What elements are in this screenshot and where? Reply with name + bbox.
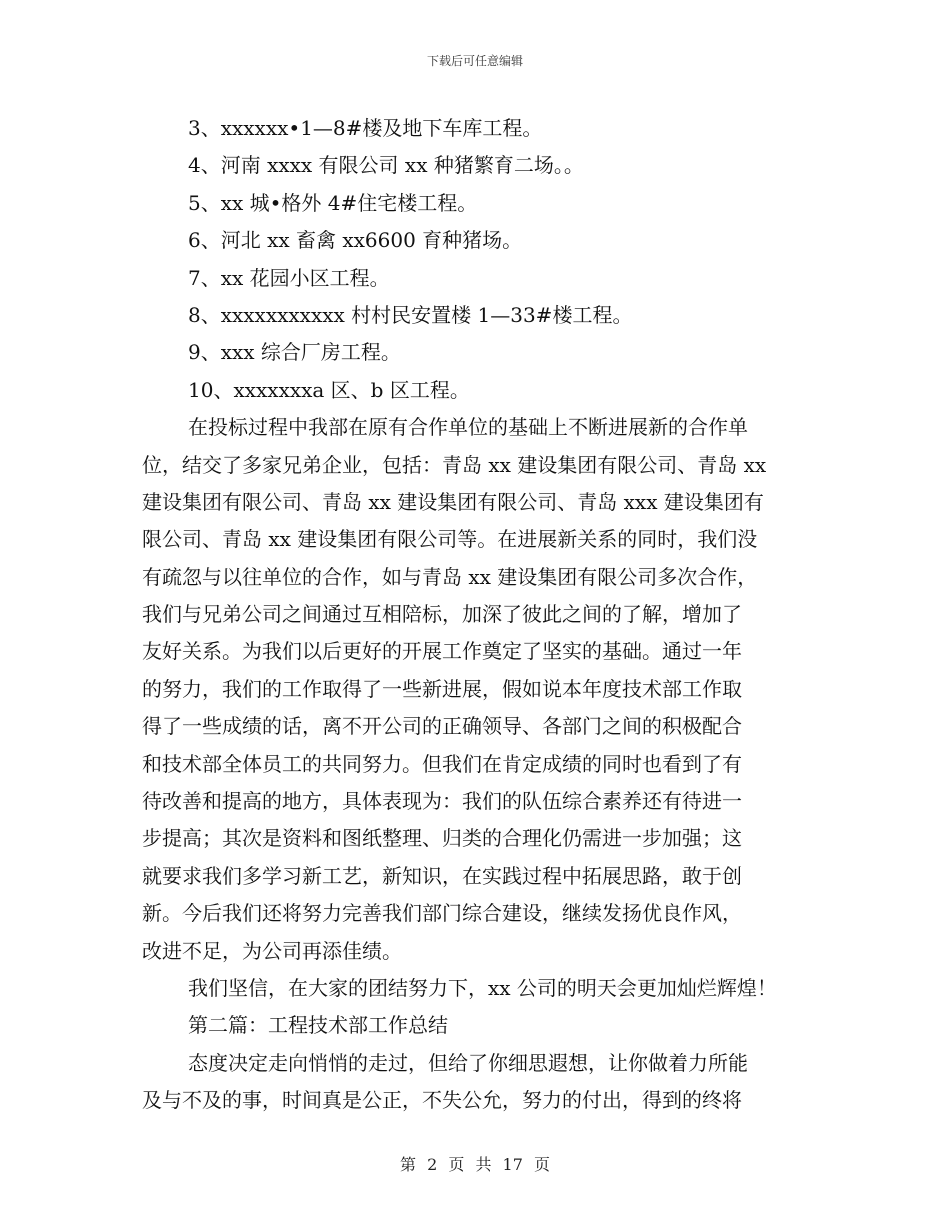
text-line: 第二篇：工程技术部工作总结 [188,1013,448,1038]
text-line: 限公司、青岛 xx 建设集团有限公司等。在进展新关系的同时，我们没 [142,527,758,552]
text-line: 6、河北 xx 畜禽 xx6600 育种猪场。 [188,228,523,253]
text-line: 友好关系。为我们以后更好的开展工作奠定了坚实的基础。通过一年 [142,639,742,664]
page-footer: 第 2 页 共 17 页 [400,1155,550,1174]
text-line: 建设集团有限公司、青岛 xx 建设集团有限公司、青岛 xxx 建设集团有 [142,489,764,514]
text-line: 3、xxxxxx•1—8#楼及地下车库工程。 [188,116,543,140]
text-line: 和技术部全体员工的共同努力。但我们在肯定成绩的同时也看到了有 [142,751,742,776]
text-line: 就要求我们多学习新工艺，新知识，在实践过程中拓展思路，敢于创 [142,863,742,888]
text-line: 态度决定走向悄悄的走过，但给了你细思遐想，让你做着力所能 [188,1050,748,1075]
text-line: 4、河南 xxxx 有限公司 xx 种猪繁育二场。。 [188,153,584,178]
page-header: 下载后可任意编辑 [426,54,523,68]
text-line: 的努力，我们的工作取得了一些新进展，假如说本年度技术部工作取 [142,676,742,701]
text-line: 8、xxxxxxxxxxx 村村民安置楼 1—33#楼工程。 [188,302,633,327]
text-line: 我们与兄弟公司之间通过互相陪标，加深了彼此之间的了解，增加了 [142,602,742,627]
text-line: 我们坚信，在大家的团结努力下，xx 公司的明天会更加灿烂辉煌！ [188,975,777,1000]
document-body [142,110,812,1120]
text-line: 10、xxxxxxxa 区、b 区工程。 [188,377,470,402]
text-line: 待改善和提高的地方，具体表现为：我们的队伍综合素养还有待进一 [142,789,742,814]
text-line: 位，结交了多家兄弟企业，包括：青岛 xx 建设集团有限公司、青岛 xx [142,452,767,477]
text-line: 9、xxx 综合厂房工程。 [188,340,401,365]
text-line: 5、xx 城•格外 4#住宅楼工程。 [188,190,478,215]
text-line: 及与不及的事，时间真是公正，不失公允，努力的付出，得到的终将 [142,1088,742,1113]
text-line: 在投标过程中我部在原有合作单位的基础上不断进展新的合作单 [188,415,748,440]
text-line: 得了一些成绩的话，离不开公司的正确领导、各部门之间的积极配合 [142,714,742,739]
text-line: 有疏忽与以往单位的合作，如与青岛 xx 建设集团有限公司多次合作， [142,564,758,589]
text-line: 改进不足，为公司再添佳绩。 [142,938,402,963]
text-line: 步提高；其次是资料和图纸整理、归类的合理化仍需进一步加强；这 [142,826,742,851]
text-line: 新。今后我们还将努力完善我们部门综合建设，继续发扬优良作风， [142,901,742,926]
text-line: 7、xx 花园小区工程。 [188,265,390,290]
